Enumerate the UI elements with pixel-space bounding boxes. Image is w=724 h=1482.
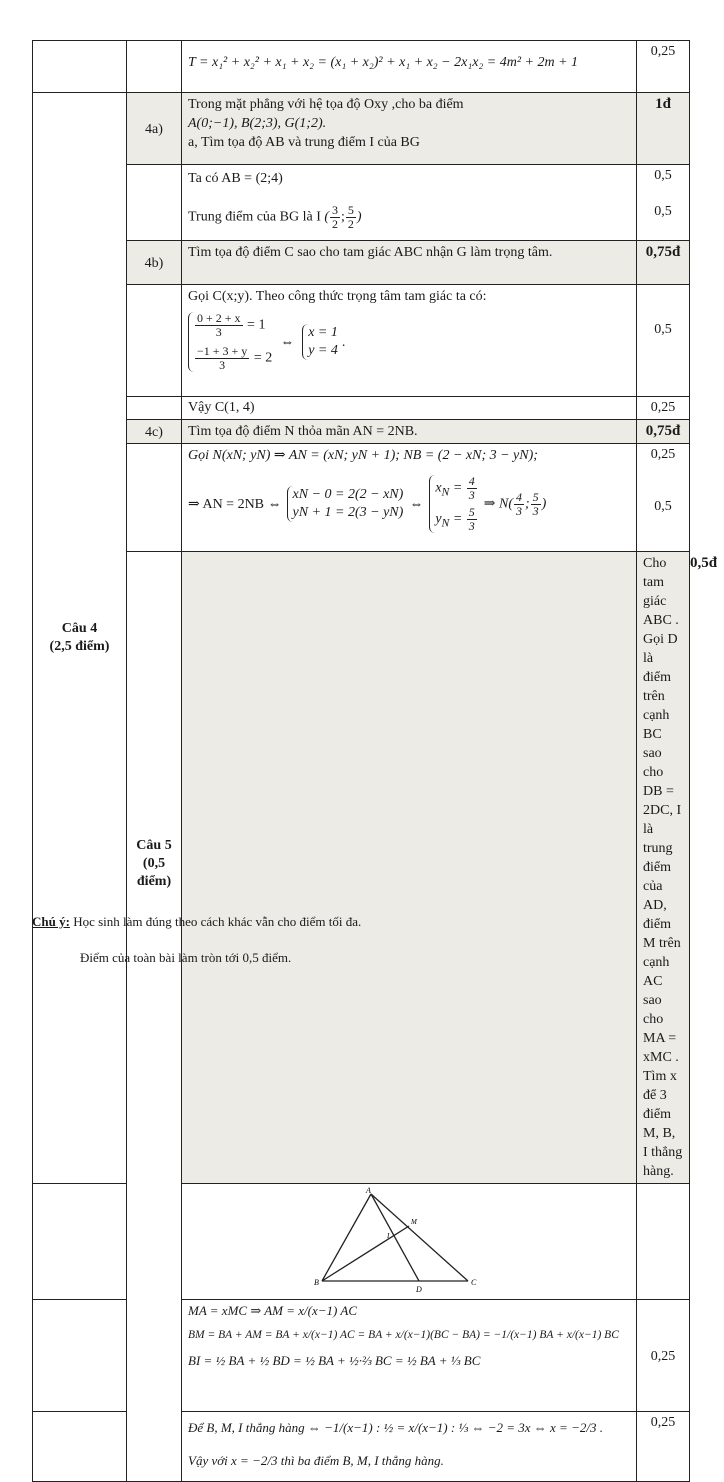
cau4-title: Câu 4 (61, 621, 98, 636)
q4b-system: $\frac{0 + 2 + x}{3}$ = 1 $\frac{-1 + 3 + y}{3}$ = 2 (188, 312, 272, 372)
segment-ab (322, 1194, 371, 1281)
row-5-question (33, 552, 690, 1184)
q4c-score: 0,75đ (645, 423, 681, 439)
q4c-text: Tìm tọa độ điểm N thỏa mãn AN = 2NB. (188, 424, 418, 439)
q4a-ans2: Trung điểm của BG là I (188, 209, 321, 225)
q5-conclusion: Vậy với x = −2/3 thì ba điểm B, M, I thẳng hàng. (188, 1453, 444, 1468)
q4c-lhs: ⇒ AN = 2NB ⇔ (188, 496, 282, 512)
q4b-ans1: Gọi C(x;y). Theo công thức trọng tâm tam giác ta có: (188, 289, 487, 304)
cau5-cell (127, 552, 182, 1482)
row-4b-question (33, 241, 690, 285)
q4a-ans1: Ta có AB = (2;4) (188, 171, 283, 186)
cau4-points: (2,5 điểm) (49, 639, 110, 654)
q4a-score: 1đ (655, 96, 671, 112)
note-text: Học sinh làm đúng theo cách khác vẫn cho điểm tối đa. (69, 914, 362, 929)
segment-bm (322, 1226, 409, 1281)
q4a-text2: A(0;−1), B(2;3), G(1;2). (188, 116, 327, 131)
q5-step3: BI = ½ BA + ½ BD = ½ BA + ½·⅔ BC = ½ BA + ⅓ BC (188, 1353, 481, 1368)
q4c-system: xN − 0 = 2(2 − xN) yN + 1 = 2(3 − yN) (287, 486, 404, 522)
q5-score: 0,5đ (690, 555, 718, 571)
q5-step4: Để B, M, I thẳng hàng ⇔ −1/(x−1) : ½ = x/(x−1) : ⅓ ⇔ −2 = 3x ⇔ x = −2/3 . (188, 1420, 603, 1435)
row-4a-answer: Ta có AB = (2;4) Trung điểm của BG là I ( $\frac{3}{2}$ ; $\frac{5}{2}$ ) 0,5 0,5 (33, 165, 690, 241)
q4b-score: 0,75đ (645, 244, 681, 260)
q4b-text: Tìm tọa độ điểm C sao cho tam giác ABC nhận G làm trọng tâm. (188, 245, 553, 260)
label-a: A (366, 1186, 371, 1195)
q4a-text3: a, Tìm tọa độ AB và trung điểm I của BG (188, 135, 420, 150)
label-i: I (387, 1232, 390, 1240)
cau4-cell (33, 93, 127, 1184)
q5-step-score: 0,25 (650, 1349, 676, 1364)
q4c-solution: $x_N$ = $\frac{4}{3}$ $y_N$ = $\frac{5}{3}$ (429, 475, 477, 533)
row-4c-answer: Gọi N(xN; yN) ⇒ AN = (xN; yN + 1); NB = (2 − xN; 3 − yN); ⇒ AN = 2NB ⇔ xN − 0 = 2(2 − xN) yN + 1 = 2(3 − yN) ⇔ $x_N$ = $\frac{4}{3}$ $y_N$ = $\frac{5}{3}$ ⇒ N( $\frac{4}{3}$ ; $\frac{5}{3}$ ) 0,25 0,5 (33, 444, 690, 552)
segment-ac (371, 1194, 468, 1281)
q4c-ans1: Gọi N(xN; yN) ⇒ AN = (xN; yN + 1); NB = (2 − xN; 3 − yN); (188, 448, 538, 463)
row-4b-answer: Gọi C(x;y). Theo công thức trọng tâm tam giác ta có: $\frac{0 + 2 + x}{3}$ = 1 $\frac{-1 + 3 + y}{3}$ = 2 ⇔ x = 1 y = 4 . 0,5 (33, 285, 690, 397)
grading-table (32, 40, 718, 1482)
q4b-solution: x = 1 y = 4 (302, 324, 338, 360)
label-c: C (471, 1278, 477, 1287)
label-m: M (411, 1218, 417, 1226)
row-4a-question (33, 93, 690, 165)
q4c-label: 4c) (145, 424, 163, 440)
q4a-text1: Trong mặt phẳng với hệ tọa độ Oxy ,cho ba điểm (188, 97, 464, 112)
q5-step4-score: 0,25 (650, 1415, 676, 1430)
triangle-figure (182, 1184, 637, 1294)
cau5-points: (0,5 điểm) (136, 855, 172, 889)
cau5-title: Câu 5 (136, 837, 172, 853)
row-t-formula (33, 41, 690, 93)
label-d: D (416, 1285, 422, 1294)
q4b-score2: 0,25 (650, 400, 676, 415)
q4b-label: 4b) (144, 255, 164, 271)
q4a-ans2-score: 0,5 (654, 204, 672, 219)
q4a-label: 4a) (145, 121, 163, 137)
q5-text2: DB = 2DC, I là trung điểm của AD, điểm M trên cạnh AC sao (643, 784, 682, 1008)
t-formula: T = x₁² + x₂² + x₁ + x₂ = (x₁ + x₂)² + x₁ + x₂ − 2x₁x₂ = 4m² + 2m + 1 (188, 55, 579, 70)
q4b-conclusion: Vậy C(1, 4) (188, 400, 255, 415)
label-b: B (314, 1278, 319, 1287)
q4a-ans1-score: 0,5 (654, 168, 672, 183)
rounding-note: Điểm của toàn bài làm tròn tới 0,5 điểm. (80, 950, 292, 965)
row-4c-question (33, 420, 690, 444)
segment-ad (371, 1194, 419, 1281)
q5-step1: MA = xMC ⇒ AM = x/(x−1) AC (188, 1303, 357, 1318)
q5-text3: cho MA = xMC . Tìm x để 3 điểm M, B, I thẳng hàng. (643, 1012, 683, 1179)
q5-text1: Cho tam giác ABC . Gọi D là điểm trên cạnh BC sao cho (643, 556, 679, 780)
t-score: 0,25 (650, 44, 676, 59)
note-label: Chú ý: (32, 914, 70, 929)
row-4b-conclusion (33, 397, 690, 420)
q4c-score2: 0,5 (654, 499, 672, 514)
q4c-score1: 0,25 (650, 447, 676, 462)
q4b-score1: 0,5 (654, 322, 672, 337)
q5-step2: BM = BA + AM = BA + x/(x−1) AC = BA + x/(x−1)(BC − BA) = −1/(x−1) BA + x/(x−1) BC (188, 1329, 619, 1341)
note-line (32, 914, 361, 930)
